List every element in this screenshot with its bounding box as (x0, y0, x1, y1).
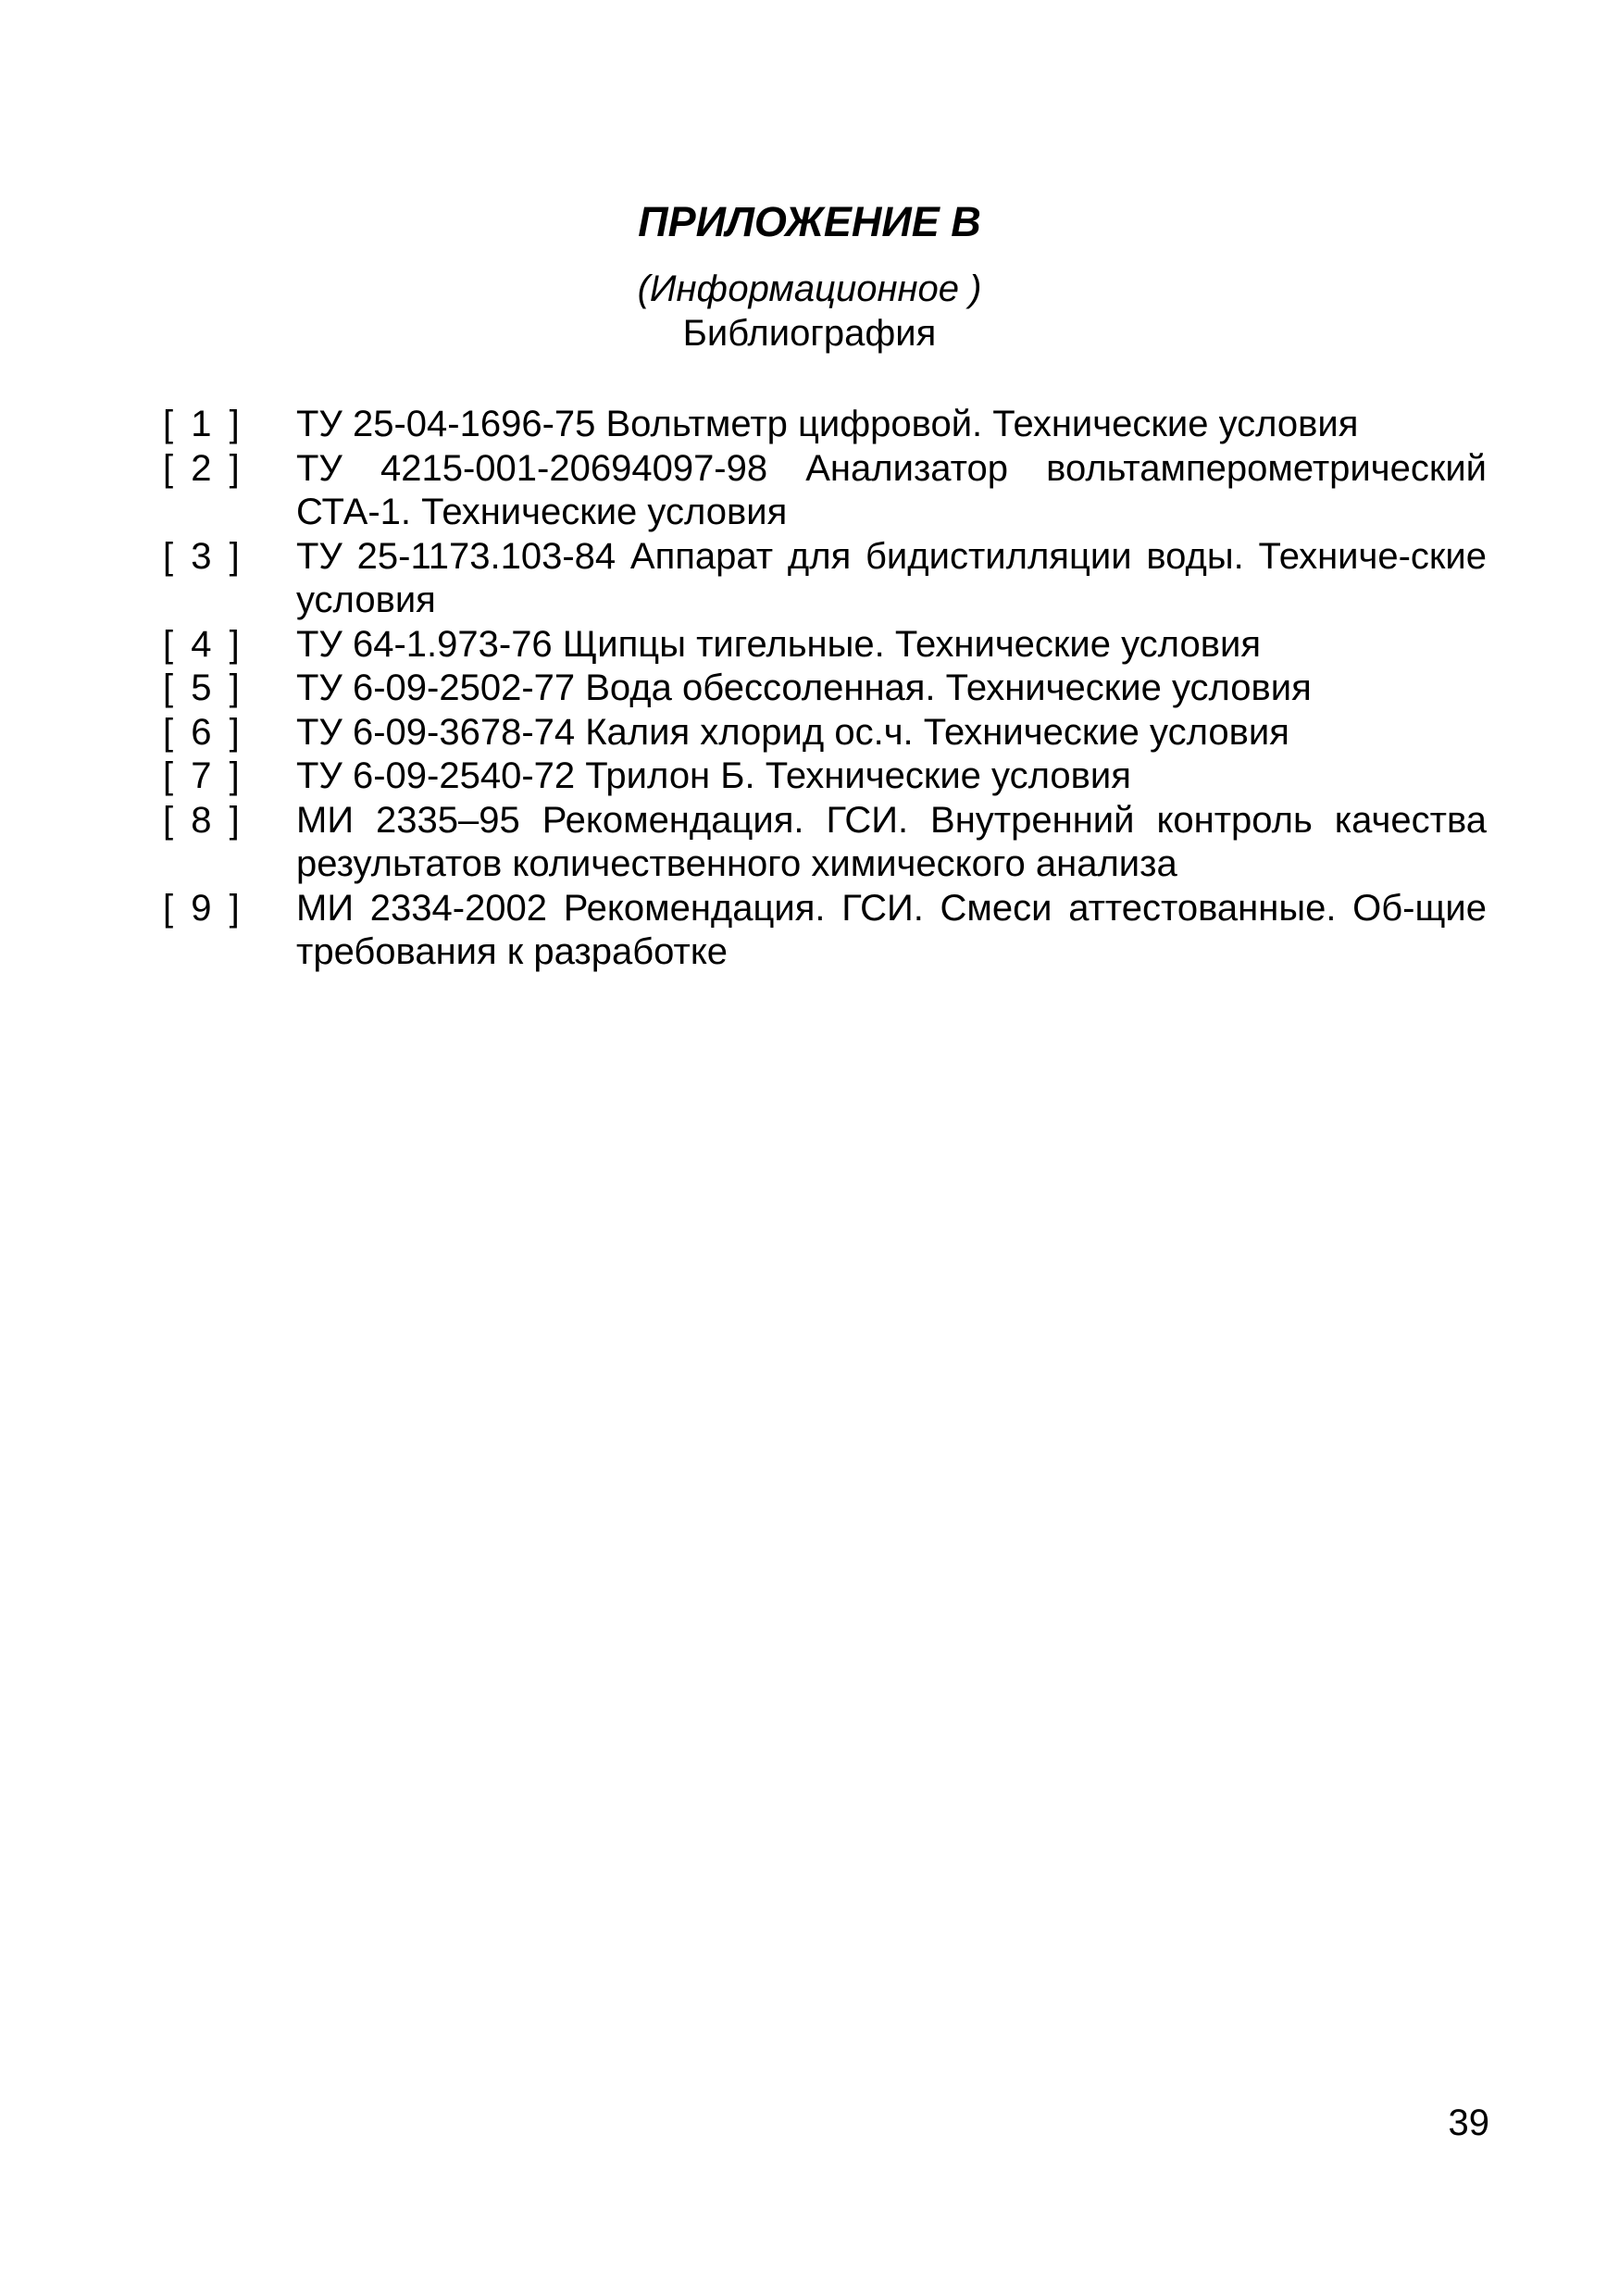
reference-number: [ 5 ] (163, 668, 243, 708)
page-number: 39 (1448, 2103, 1489, 2143)
bibliography-list (163, 403, 1487, 975)
page-heading: ПРИЛОЖЕНИЕ В (638, 198, 981, 245)
reference-number: [ 1 ] (163, 404, 243, 444)
bibliography-item-3 (163, 535, 1487, 623)
reference-number: [ 4 ] (163, 623, 243, 665)
reference-text: ТУ 6-09-2540-72 Трилон Б. Технические условия (296, 755, 1131, 796)
reference-number: [ 2 ] (163, 447, 243, 489)
page-title: Библиография (682, 313, 937, 354)
reference-text: МИ 2335–95 Рекомендация. ГСИ. Внутренний контроль качества результатов количественного химического анализа (296, 799, 1487, 884)
bibliography-item-8 (163, 799, 1487, 887)
reference-number: [ 8 ] (163, 799, 243, 841)
bibliography-item-9 (163, 887, 1487, 975)
bibliography-item-2 (163, 447, 1487, 535)
bibliography-item-6 (163, 711, 1487, 755)
bibliography-item-5 (163, 667, 1487, 711)
reference-number: [ 9 ] (163, 887, 243, 929)
bibliography-item-7 (163, 755, 1487, 799)
reference-text: ТУ 6-09-2502-77 Вода обессоленная. Технические условия (296, 668, 1312, 708)
reference-number: [ 7 ] (163, 755, 243, 796)
bibliography-item-1 (163, 403, 1487, 447)
reference-number: [ 3 ] (163, 535, 243, 577)
reference-text: ТУ 4215-001-20694097-98 Анализатор вольтамперометрический СТА-1. Технические условия (296, 447, 1487, 532)
reference-text: ТУ 25-04-1696-75 Вольтметр цифровой. Технические условия (296, 404, 1359, 444)
reference-number: [ 6 ] (163, 711, 243, 753)
reference-text: ТУ 25-1173.103-84 Аппарат для бидистилляции воды. Техниче-ские условия (296, 535, 1487, 620)
bibliography-item-4 (163, 623, 1487, 668)
reference-text: ТУ 64-1.973-76 Щипцы тигельные. Технические условия (296, 623, 1261, 665)
reference-text: МИ 2334-2002 Рекомендация. ГСИ. Смеси аттестованные. Об-щие требования к разработке (296, 887, 1487, 972)
page-subheading: (Информационное ) (637, 268, 982, 309)
reference-text: ТУ 6-09-3678-74 Калия хлорид ос.ч. Технические условия (296, 711, 1289, 753)
